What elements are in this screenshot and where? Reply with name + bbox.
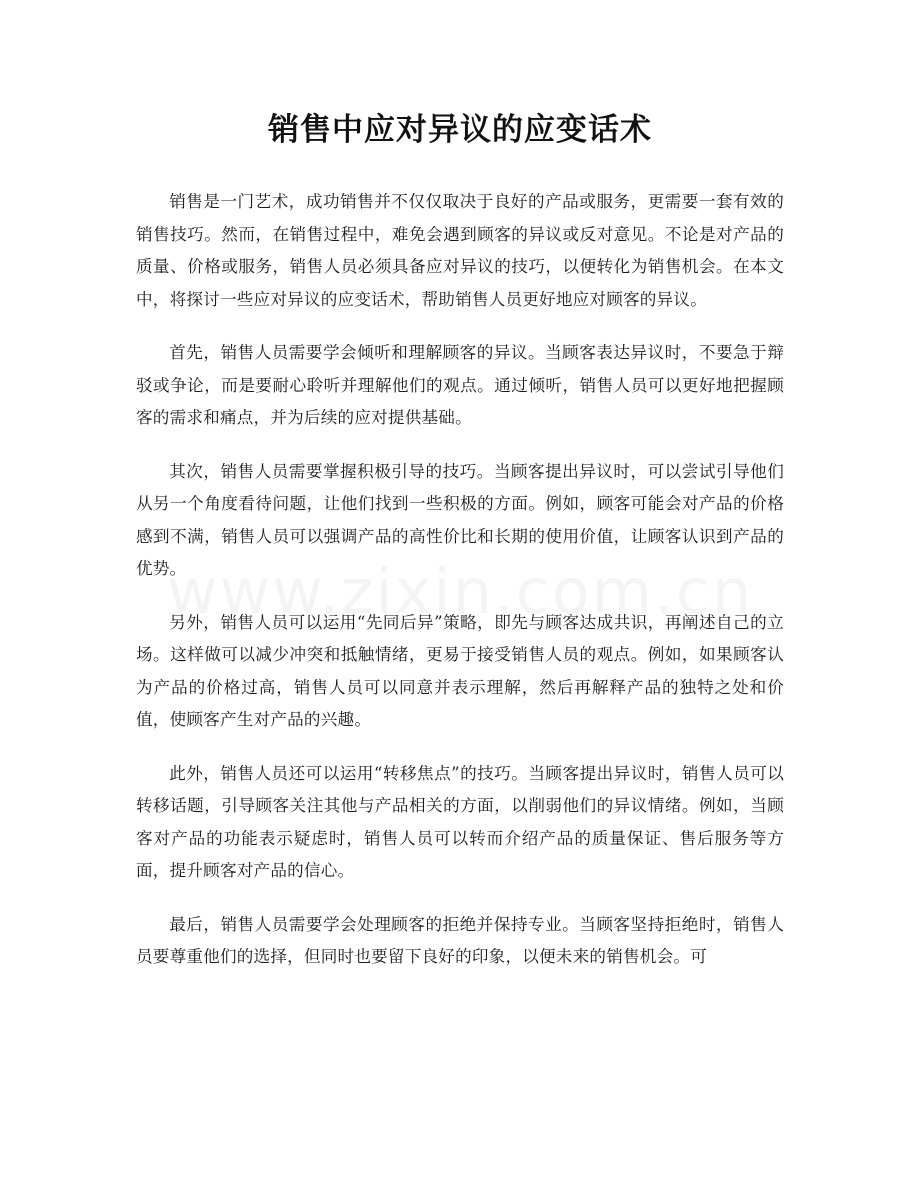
document-body xyxy=(136,186,784,974)
paragraph-second: 其次，销售人员需要掌握积极引导的技巧。当顾客提出异议时，可以尝试引导他们从另一个角度看待问题，让他们找到一些积极的方面。例如，顾客可能会对产品的价格感到不满，销售人员可以强调产品的高性价比和长期的使用价值，让顾客认识到产品的优势。 xyxy=(136,461,784,578)
document-title: 销售中应对异议的应变话术 xyxy=(268,112,652,148)
paragraph-intro: 销售是一门艺术，成功销售并不仅仅取决于良好的产品或服务，更需要一套有效的销售技巧。然而，在销售过程中，难免会遇到顾客的异议或反对意见。不论是对产品的质量、价格或服务，销售人员必须具备应对异议的技巧，以便转化为销售机会。在本文中，将探讨一些应对异议的应变话术，帮助销售人员更好地应对顾客的异议。 xyxy=(136,192,784,309)
paragraph-fourth: 此外，销售人员还可以运用“转移焦点”的技巧。当顾客提出异议时，销售人员可以转移话题，引导顾客关注其他与产品相关的方面，以削弱他们的异议情绪。例如，当顾客对产品的功能表示疑虑时，销售人员可以转而介绍产品的质量保证、售后服务等方面，提升顾客对产品的信心。 xyxy=(136,763,784,880)
paragraph-first: 首先，销售人员需要学会倾听和理解顾客的异议。当顾客表达异议时，不要急于辩驳或争论，而是要耐心聆听并理解他们的观点。通过倾听，销售人员可以更好地把握顾客的需求和痛点，并为后续的应对提供基础。 xyxy=(136,343,784,427)
paragraph-third: 另外，销售人员可以运用“先同后异”策略，即先与顾客达成共识，再阐述自己的立场。这样做可以减少冲突和抵触情绪，更易于接受销售人员的观点。例如，如果顾客认为产品的价格过高，销售人员可以同意并表示理解，然后再解释产品的独特之处和价值，使顾客产生对产品的兴趣。 xyxy=(136,612,784,729)
paragraph-fifth: 最后，销售人员需要学会处理顾客的拒绝并保持专业。当顾客坚持拒绝时，销售人员要尊重他们的选择，但同时也要留下良好的印象，以便未来的销售机会。可 xyxy=(136,914,784,966)
